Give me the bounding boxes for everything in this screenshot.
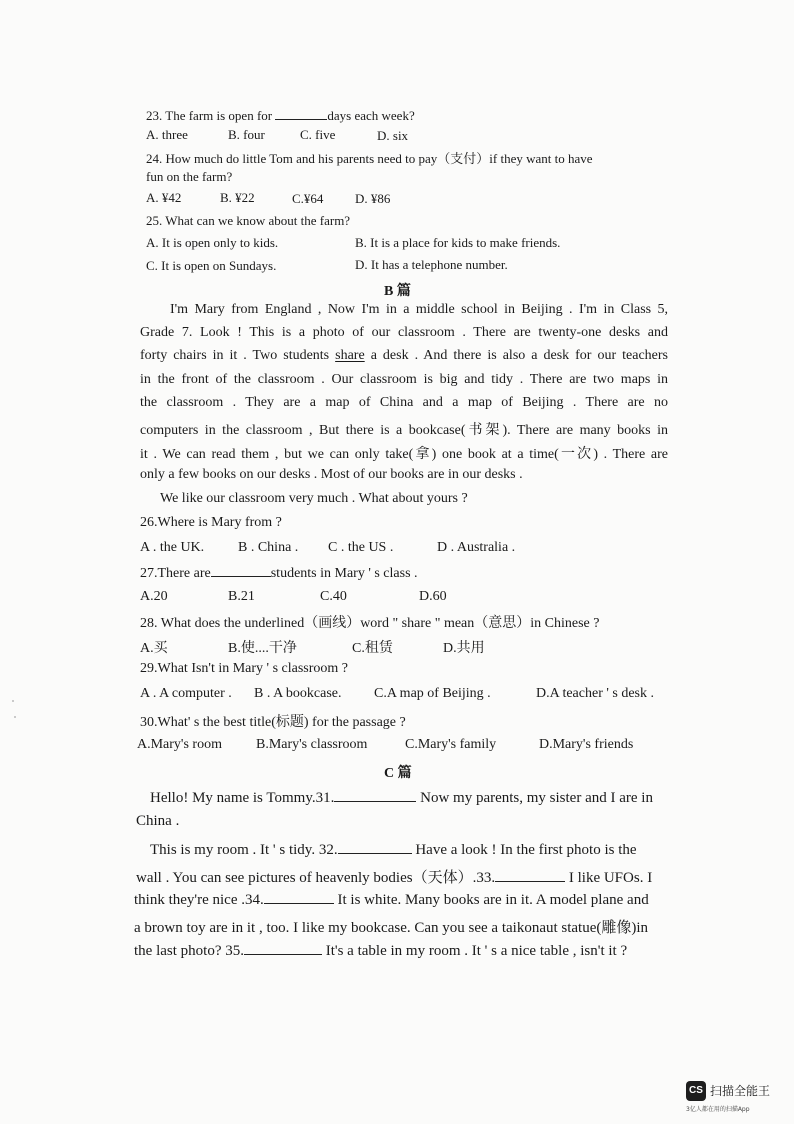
camscanner-logo-icon: CS [686, 1081, 706, 1101]
q23-option-d: D. six [377, 128, 409, 143]
q23-option-c: C. five [300, 127, 336, 142]
passage-b-line: the classroom . They are a map of China and a map of Beijing . There are no [140, 395, 668, 410]
q29-option-d: D.A teacher ' s desk . [536, 686, 654, 701]
scanner-app-name: 扫描全能王 [710, 1084, 771, 1098]
q28-option-d: D.共用 [443, 641, 485, 656]
q30-option-a: A.Mary's room [137, 737, 222, 752]
passage-b-closing: We like our classroom very much . What about yours ? [160, 491, 468, 506]
q23-blank [275, 107, 327, 120]
passage-c-line: China . [136, 813, 180, 829]
q28-option-b: B.使....干净 [228, 641, 297, 656]
blank-35 [244, 942, 322, 955]
q29-question: 29.What Isn't in Mary ' s classroom ? [140, 661, 349, 676]
q25-option-c: C. It is open on Sundays. [146, 258, 277, 273]
underlined-word-share: share [335, 348, 365, 363]
q26-option-b: B . China . [238, 540, 299, 555]
q23-option-a: A. three [146, 127, 188, 142]
passage-b-line: it . We can read them , but we can only take(拿) one book at a time(一次) . There are [140, 447, 668, 462]
q26-option-d: D . Australia . [437, 540, 516, 555]
blank-32 [338, 841, 412, 854]
passage-b-line: forty chairs in it . Two students share a desk . And there is also a desk for our teachers [140, 348, 668, 363]
q29-option-a: A . A computer . [140, 686, 232, 701]
passage-c-line: Hello! My name is Tommy.31. Now my parents, my sister and I are in [150, 790, 653, 806]
q27-option-d: D.60 [419, 589, 447, 604]
q24-question-line1: 24. How much do little Tom and his parents need to pay（支付）if they want to have [146, 151, 593, 166]
q24-option-d: D. ¥86 [355, 191, 391, 206]
section-b-heading: B 篇 [384, 284, 411, 299]
blank-33 [495, 869, 565, 882]
passage-c-line: a brown toy are in it , too. I like my bookcase. Can you see a taikonaut statue(雕像)in [134, 920, 649, 936]
q29-option-c: C.A map of Beijing . [374, 686, 491, 701]
q26-option-c: C . the US . [328, 540, 394, 555]
q27-blank [211, 564, 271, 577]
q30-question: 30.What' s the best title(标题) for the passage ? [140, 715, 406, 730]
passage-b-line: only a few books on our desks . Most of our books are in our desks . [140, 467, 523, 482]
q25-question: 25. What can we know about the farm? [146, 213, 351, 228]
q24-question-line2: fun on the farm? [146, 169, 233, 184]
passage-b-line: I'm Mary from England , Now I'm in a middle school in Beijing . I'm in Class 5, [170, 302, 668, 317]
q24-option-a: A. ¥42 [146, 190, 182, 205]
q27-option-b: B.21 [228, 589, 255, 604]
q25-option-b: B. It is a place for kids to make friends. [355, 235, 561, 250]
q28-question: 28. What does the underlined（画线）word " share " mean（意思）in Chinese ? [140, 616, 600, 631]
q25-option-d: D. It has a telephone number. [355, 257, 508, 272]
q26-option-a: A . the UK. [140, 540, 205, 555]
q28-option-c: C.租赁 [352, 641, 393, 656]
scanner-tagline: 3亿人都在用的扫描App [686, 1106, 750, 1113]
blank-31 [334, 789, 416, 802]
passage-b-line: Grade 7. Look ! This is a photo of our classroom . There are twenty-one desks and [140, 325, 668, 340]
section-c-heading: C 篇 [384, 766, 412, 781]
q27-option-a: A.20 [140, 589, 168, 604]
q24-option-c: C.¥64 [292, 191, 324, 206]
q23-option-b: B. four [228, 127, 265, 142]
q29-option-b: B . A bookcase. [254, 686, 342, 701]
scan-speck [12, 700, 14, 702]
q23-question: 23. The farm is open for days each week? [146, 108, 415, 123]
q28-option-a: A.买 [140, 641, 168, 656]
q24-option-b: B. ¥22 [220, 190, 255, 205]
passage-c-line: think they're nice .34. It is white. Many books are in it. A model plane and [134, 892, 649, 908]
q30-option-b: B.Mary's classroom [256, 737, 368, 752]
q27-option-c: C.40 [320, 589, 347, 604]
passage-c-line: the last photo? 35. It's a table in my room . It ' s a nice table , isn't it ? [134, 943, 628, 959]
q27-question: 27.There are students in Mary ' s class . [140, 566, 418, 581]
passage-b-line: computers in the classroom , But there is a bookcase(书架). There are many books in [140, 423, 668, 438]
blank-34 [264, 891, 334, 904]
q26-question: 26.Where is Mary from ? [140, 515, 282, 530]
q30-option-c: C.Mary's family [405, 737, 497, 752]
scan-speck [14, 716, 16, 718]
passage-c-line: wall . You can see pictures of heavenly bodies（天体）.33. I like UFOs. I [136, 870, 653, 886]
passage-c-line: This is my room . It ' s tidy. 32. Have a look ! In the first photo is the [150, 842, 637, 858]
passage-b-line: in the front of the classroom . Our classroom is big and tidy . There are two maps in [140, 372, 668, 387]
q25-option-a: A. It is open only to kids. [146, 235, 279, 250]
q30-option-d: D.Mary's friends [539, 737, 634, 752]
